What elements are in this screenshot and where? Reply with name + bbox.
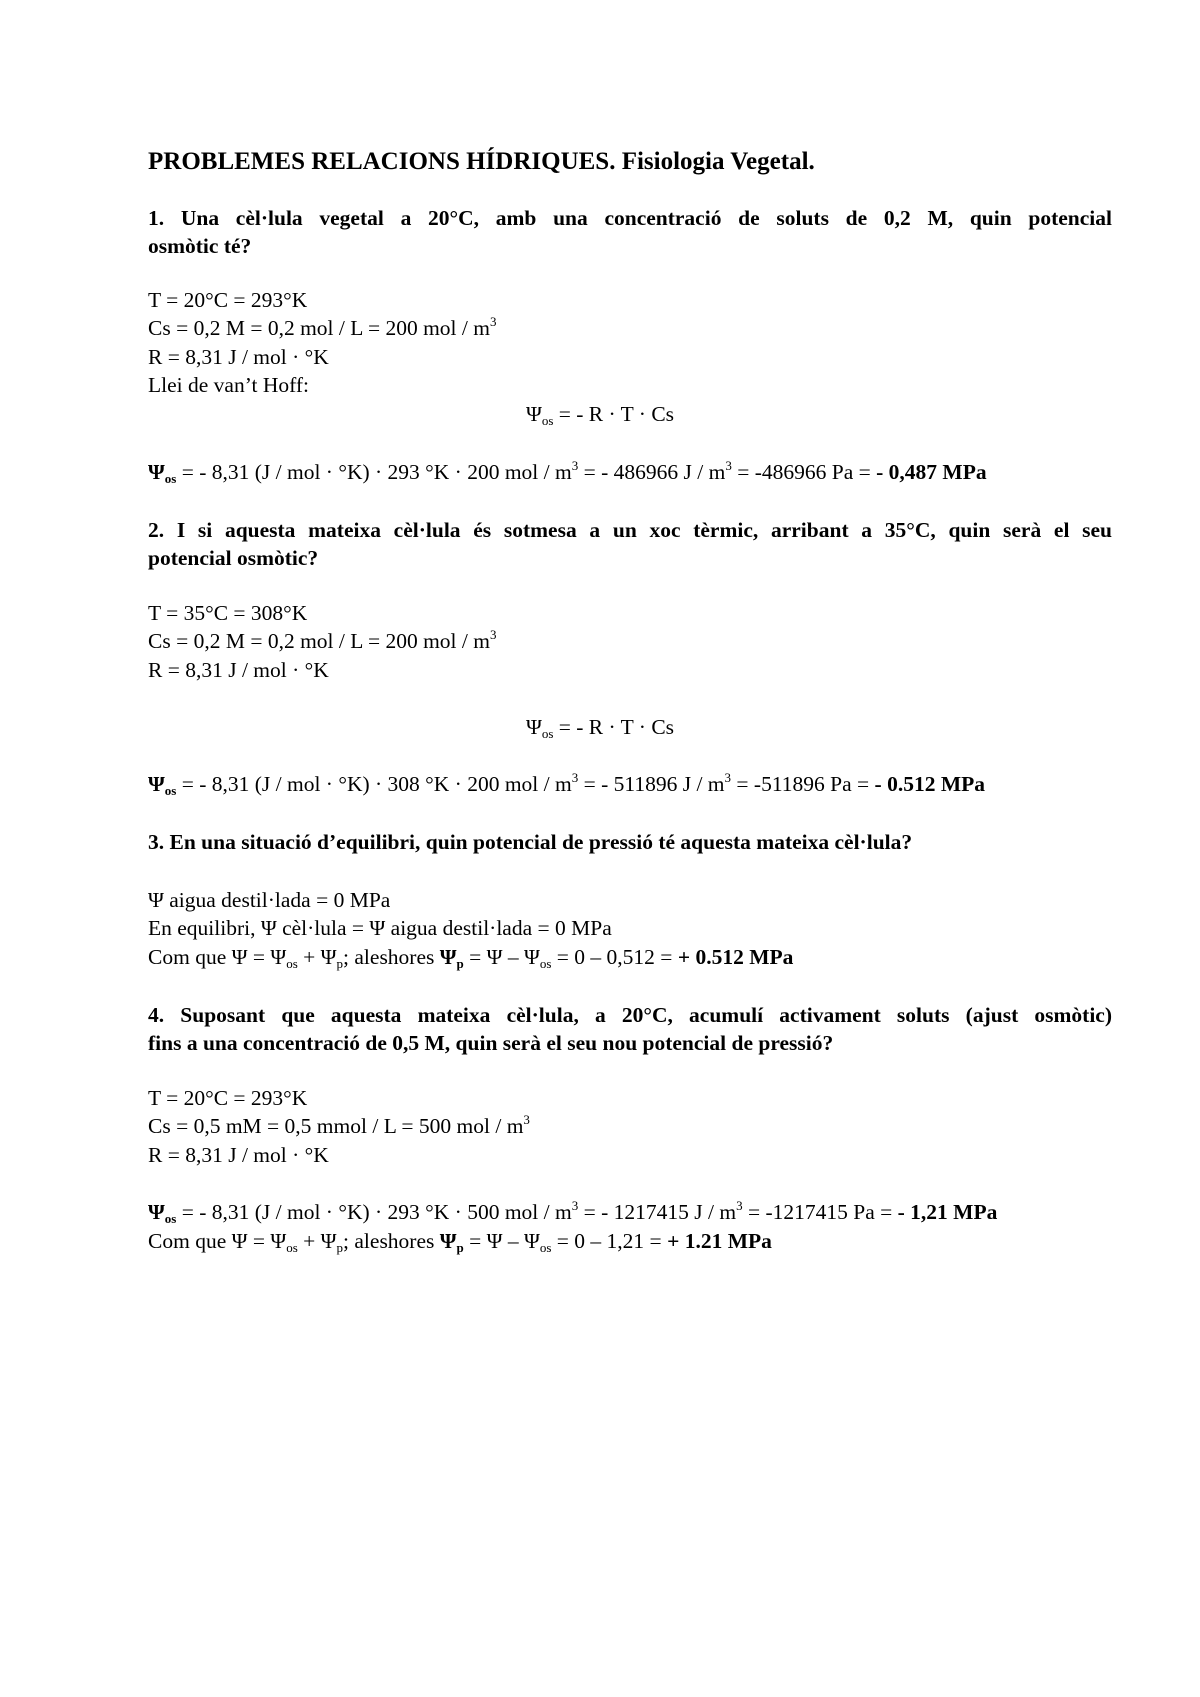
problem-2-formula: $\Psi_{os}$ = - R · T · Cs [525,715,675,741]
problem-2-temperature: T = 35°C = 308°K [148,601,308,625]
problem-4-gas-constant: R = 8,31 J / mol · °K [148,1143,329,1167]
problem-4-temperature: T = 20°C = 293°K [148,1086,308,1110]
problem-4-concentration: Cs = 0,5 mM = 0,5 mmol / L = 500 mol / $m^3$ [148,1112,530,1138]
problem-4-pressure-line: Com que $\Psi = \Psi_{os} + \Psi_p$; aleshores $\Psi_p = \Psi - \Psi_{os} = 0 - 1,21$ = + 1.21 MPa [148,1229,772,1255]
problem-number: 1. [148,206,165,230]
problem-number: 2. [148,518,165,542]
problem-3-line-1: Ψ aigua destil·lada = 0 MPa [148,888,391,912]
problem-3-question: 3. En una situació d’equilibri, quin potencial de pressió té aquesta mateixa cèl·lula? [148,830,913,854]
problem-1-temperature: T = 20°C = 293°K [148,288,308,312]
problem-1-gas-constant: R = 8,31 J / mol · °K [148,345,329,369]
problem-2-question-line-1: 2. I si aquesta mateixa cèl·lula és sotmesa a un xoc tèrmic, arribant a 35°C, quin serà el seu [148,518,1112,542]
problem-number: 3. [148,830,165,854]
problem-1-concentration: Cs = 0,2 M = 0,2 mol / L = 200 mol / $m^3$ [148,314,497,340]
problem-1-result: $\Psi_{os}$ = - 8,31 (J / mol · °K) · 293 °K · 200 mol / $m^3$ = - 486966 $J / m^3 = -486966$ Pa = - 0,487 MPa [148,458,987,486]
problem-3-line-3: Com que $\Psi = \Psi_{os} + \Psi_p$; aleshores $\Psi_p = \Psi - \Psi_{os} = 0 - 0,512$ = + 0.512 MPa [148,945,794,971]
problem-4-result: $\Psi_{os}$ = - 8,31 (J / mol · °K) · 293 °K · 500 mol / $m^3$ = - 1217415 $J / m^3 = -1217415$ Pa = - 1,21 MPa [148,1198,998,1226]
problem-1-law-label: Llei de van’t Hoff: [148,373,310,397]
problem-2-question-line-2: potencial osmòtic? [148,546,319,570]
problem-2-result: $\Psi_{os}$ = - 8,31 (J / mol · °K) · 308 °K · 200 mol / $m^3$ = - 511896 $J / m^3 = -511896$ Pa = - 0.512 MPa [148,770,985,798]
problem-4-question-line-1: 4. Suposant que aquesta mateixa cèl·lula, a 20°C, acumulí activament soluts (ajust osmòtic) [148,1003,1112,1027]
problem-4-question-line-2: fins a una concentració de 0,5 M, quin serà el seu nou potencial de pressió? [148,1031,834,1055]
problem-number: 4. [148,1003,165,1027]
problem-2-concentration: Cs = 0,2 M = 0,2 mol / L = 200 mol / $m^3$ [148,627,497,653]
problem-1-question-line-1: 1. Una cèl·lula vegetal a 20°C, amb una concentració de soluts de 0,2 M, quin potencial [148,206,1113,230]
problem-3-line-2: En equilibri, Ψ cèl·lula = Ψ aigua destil·lada = 0 MPa [148,916,612,940]
problem-2-gas-constant: R = 8,31 J / mol · °K [148,658,329,682]
problem-1-question-line-2: osmòtic té? [148,234,252,258]
problem-1-formula: $\Psi_{os}$ = - R · T · Cs [525,402,675,428]
document-title: PROBLEMES RELACIONS HÍDRIQUES. Fisiologia Vegetal. [148,148,815,175]
